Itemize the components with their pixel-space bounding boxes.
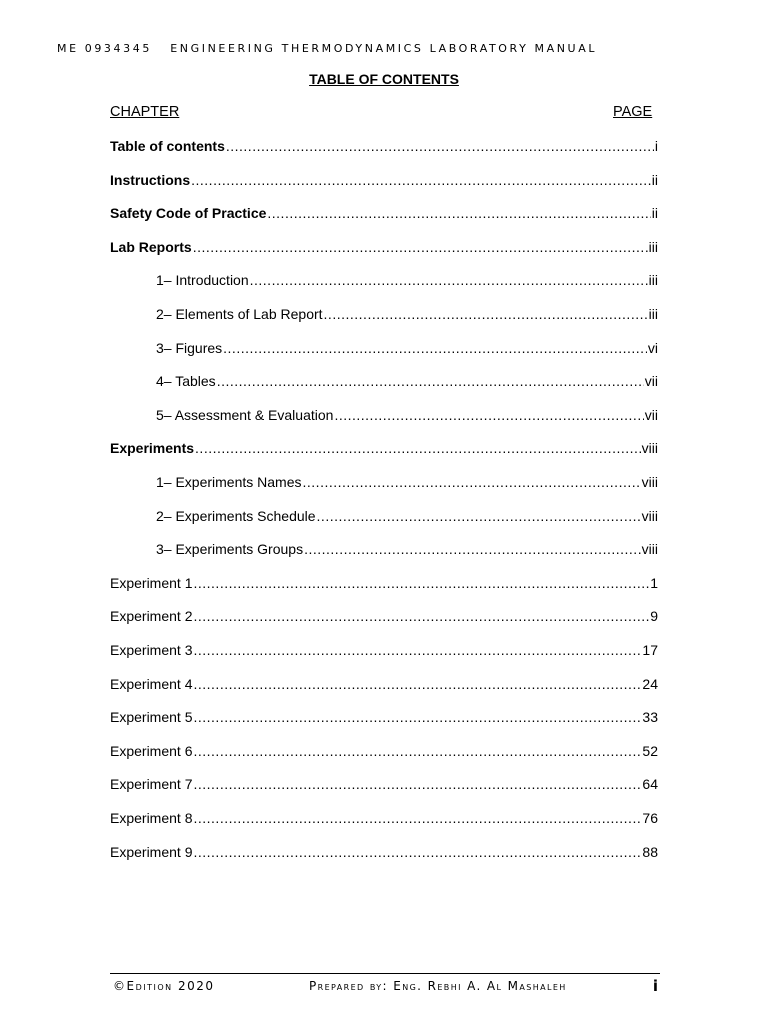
toc-entry-page: viii bbox=[641, 541, 658, 558]
toc-entry-label: Safety Code of Practice bbox=[110, 205, 267, 222]
toc-entry-page: i bbox=[654, 138, 658, 154]
toc-entry[interactable] bbox=[156, 471, 658, 493]
toc-entry-label: Experiment 1 bbox=[110, 574, 193, 591]
toc-leader-dots bbox=[226, 135, 654, 157]
toc-entry-label: Lab Reports bbox=[110, 238, 192, 255]
toc-entry-label: Experiment 2 bbox=[110, 608, 193, 625]
toc-entry-label: Instructions bbox=[110, 171, 191, 188]
toc-entry[interactable] bbox=[110, 773, 658, 795]
toc-entry[interactable] bbox=[156, 337, 658, 359]
toc-entry-label: Experiment 7 bbox=[110, 776, 193, 793]
toc-entry-label: Experiment 3 bbox=[110, 642, 193, 658]
toc-title-text: TABLE OF CONTENTS bbox=[309, 71, 459, 87]
toc-leader-dots bbox=[193, 236, 648, 258]
toc-entry[interactable] bbox=[110, 639, 658, 661]
toc-leader-dots bbox=[193, 572, 649, 594]
footer-rule bbox=[110, 973, 660, 974]
column-header-page: PAGE bbox=[613, 104, 653, 120]
toc-entry[interactable] bbox=[110, 169, 658, 191]
toc-entry[interactable] bbox=[156, 370, 658, 392]
toc-entry-label: Experiment 9 bbox=[110, 843, 193, 860]
toc-entry[interactable] bbox=[110, 807, 658, 829]
toc-entry[interactable] bbox=[110, 572, 658, 594]
toc-entry-label: 3– Experiments Groups bbox=[156, 541, 304, 558]
toc-entry-page: iii bbox=[648, 238, 658, 255]
footer-edition: ©Edition 2020 bbox=[113, 979, 215, 993]
toc-leader-dots bbox=[193, 706, 641, 728]
toc-entry[interactable] bbox=[156, 538, 658, 560]
toc-entry-page: 1 bbox=[650, 574, 658, 591]
toc-leader-dots bbox=[193, 773, 641, 795]
toc-leader-dots bbox=[193, 639, 641, 661]
footer-page-number: i bbox=[652, 977, 658, 995]
page-footer bbox=[113, 979, 660, 995]
toc-entry-page: viii bbox=[641, 440, 658, 457]
toc-leader-dots bbox=[217, 370, 644, 392]
toc-entry-page: vii bbox=[644, 373, 658, 390]
toc-entry-page: 88 bbox=[642, 843, 658, 860]
toc-leader-dots bbox=[250, 269, 648, 291]
toc-entry-page: viii bbox=[641, 507, 658, 524]
toc-entry[interactable] bbox=[156, 505, 658, 527]
toc-entry-page: 9 bbox=[650, 608, 658, 625]
toc-entry[interactable] bbox=[110, 437, 658, 459]
toc-entry-page: 64 bbox=[642, 776, 658, 793]
toc-entry[interactable] bbox=[156, 404, 658, 426]
toc-entry-page: ii bbox=[651, 205, 658, 222]
toc-entry-page: vi bbox=[647, 339, 658, 356]
toc-leader-dots bbox=[304, 538, 641, 560]
toc-leader-dots bbox=[193, 605, 649, 627]
toc-entry[interactable] bbox=[110, 841, 658, 863]
toc-entry-page: vii bbox=[644, 406, 658, 423]
toc-entry-label: Experiment 6 bbox=[110, 742, 193, 759]
toc-entry-label: Experiment 5 bbox=[110, 709, 193, 726]
toc-entry-page: 52 bbox=[642, 742, 658, 759]
toc-leader-dots bbox=[317, 505, 641, 527]
toc-entry-label: 2– Experiments Schedule bbox=[156, 507, 316, 524]
toc-entry-label: 3– Figures bbox=[156, 339, 223, 356]
toc-entry-page: 76 bbox=[642, 810, 658, 826]
toc-entry[interactable] bbox=[110, 236, 658, 258]
footer-prepared-by: Prepared by: Eng. Rebhi A. Al Mashaleh bbox=[309, 979, 567, 993]
toc-leader-dots bbox=[193, 807, 641, 829]
column-header-chapter: CHAPTER bbox=[110, 104, 180, 120]
toc-entry-label: Table of contents bbox=[110, 138, 225, 154]
toc-leader-dots bbox=[193, 841, 641, 863]
toc-entry-page: 33 bbox=[642, 709, 658, 726]
toc-leader-dots bbox=[193, 740, 641, 762]
toc-entry-label: 5– Assessment & Evaluation bbox=[156, 406, 334, 423]
toc-entry-label: Experiment 8 bbox=[110, 810, 193, 826]
toc-entry[interactable] bbox=[110, 605, 658, 627]
toc-entry[interactable] bbox=[110, 135, 658, 157]
toc-leader-dots bbox=[195, 437, 641, 459]
toc-leader-dots bbox=[191, 169, 651, 191]
toc-entry-label: 2– Elements of Lab Report bbox=[156, 306, 323, 322]
toc-entry[interactable] bbox=[110, 706, 658, 728]
toc-entry-page: ii bbox=[651, 171, 658, 188]
toc-entry-label: 1– Introduction bbox=[156, 272, 249, 289]
toc-leader-dots bbox=[267, 202, 650, 224]
running-header: ME 0934345 ENGINEERING THERMODYNAMICS LABORATORY MANUAL bbox=[57, 42, 598, 55]
toc-entry[interactable] bbox=[110, 740, 658, 762]
toc-entry-page: iii bbox=[648, 272, 658, 289]
toc-entry[interactable] bbox=[110, 673, 658, 695]
toc-entry[interactable] bbox=[156, 303, 658, 325]
toc-leader-dots bbox=[303, 471, 641, 493]
toc-entry-page: 17 bbox=[642, 642, 658, 658]
toc-entry[interactable] bbox=[156, 269, 658, 291]
toc-leader-dots bbox=[334, 404, 643, 426]
toc-leader-dots bbox=[193, 673, 641, 695]
toc-entry-label: Experiments bbox=[110, 440, 195, 457]
toc-title bbox=[0, 71, 768, 87]
toc-entry-label: 4– Tables bbox=[156, 373, 216, 390]
toc-entry-label: Experiment 4 bbox=[110, 675, 193, 692]
toc-entry-page: viii bbox=[641, 474, 658, 490]
toc-entry[interactable] bbox=[110, 202, 658, 224]
toc-entry-page: iii bbox=[648, 306, 658, 322]
toc-entry-label: 1– Experiments Names bbox=[156, 474, 302, 490]
toc-leader-dots bbox=[324, 303, 648, 325]
toc-entry-page: 24 bbox=[642, 675, 658, 692]
toc-leader-dots bbox=[223, 337, 647, 359]
